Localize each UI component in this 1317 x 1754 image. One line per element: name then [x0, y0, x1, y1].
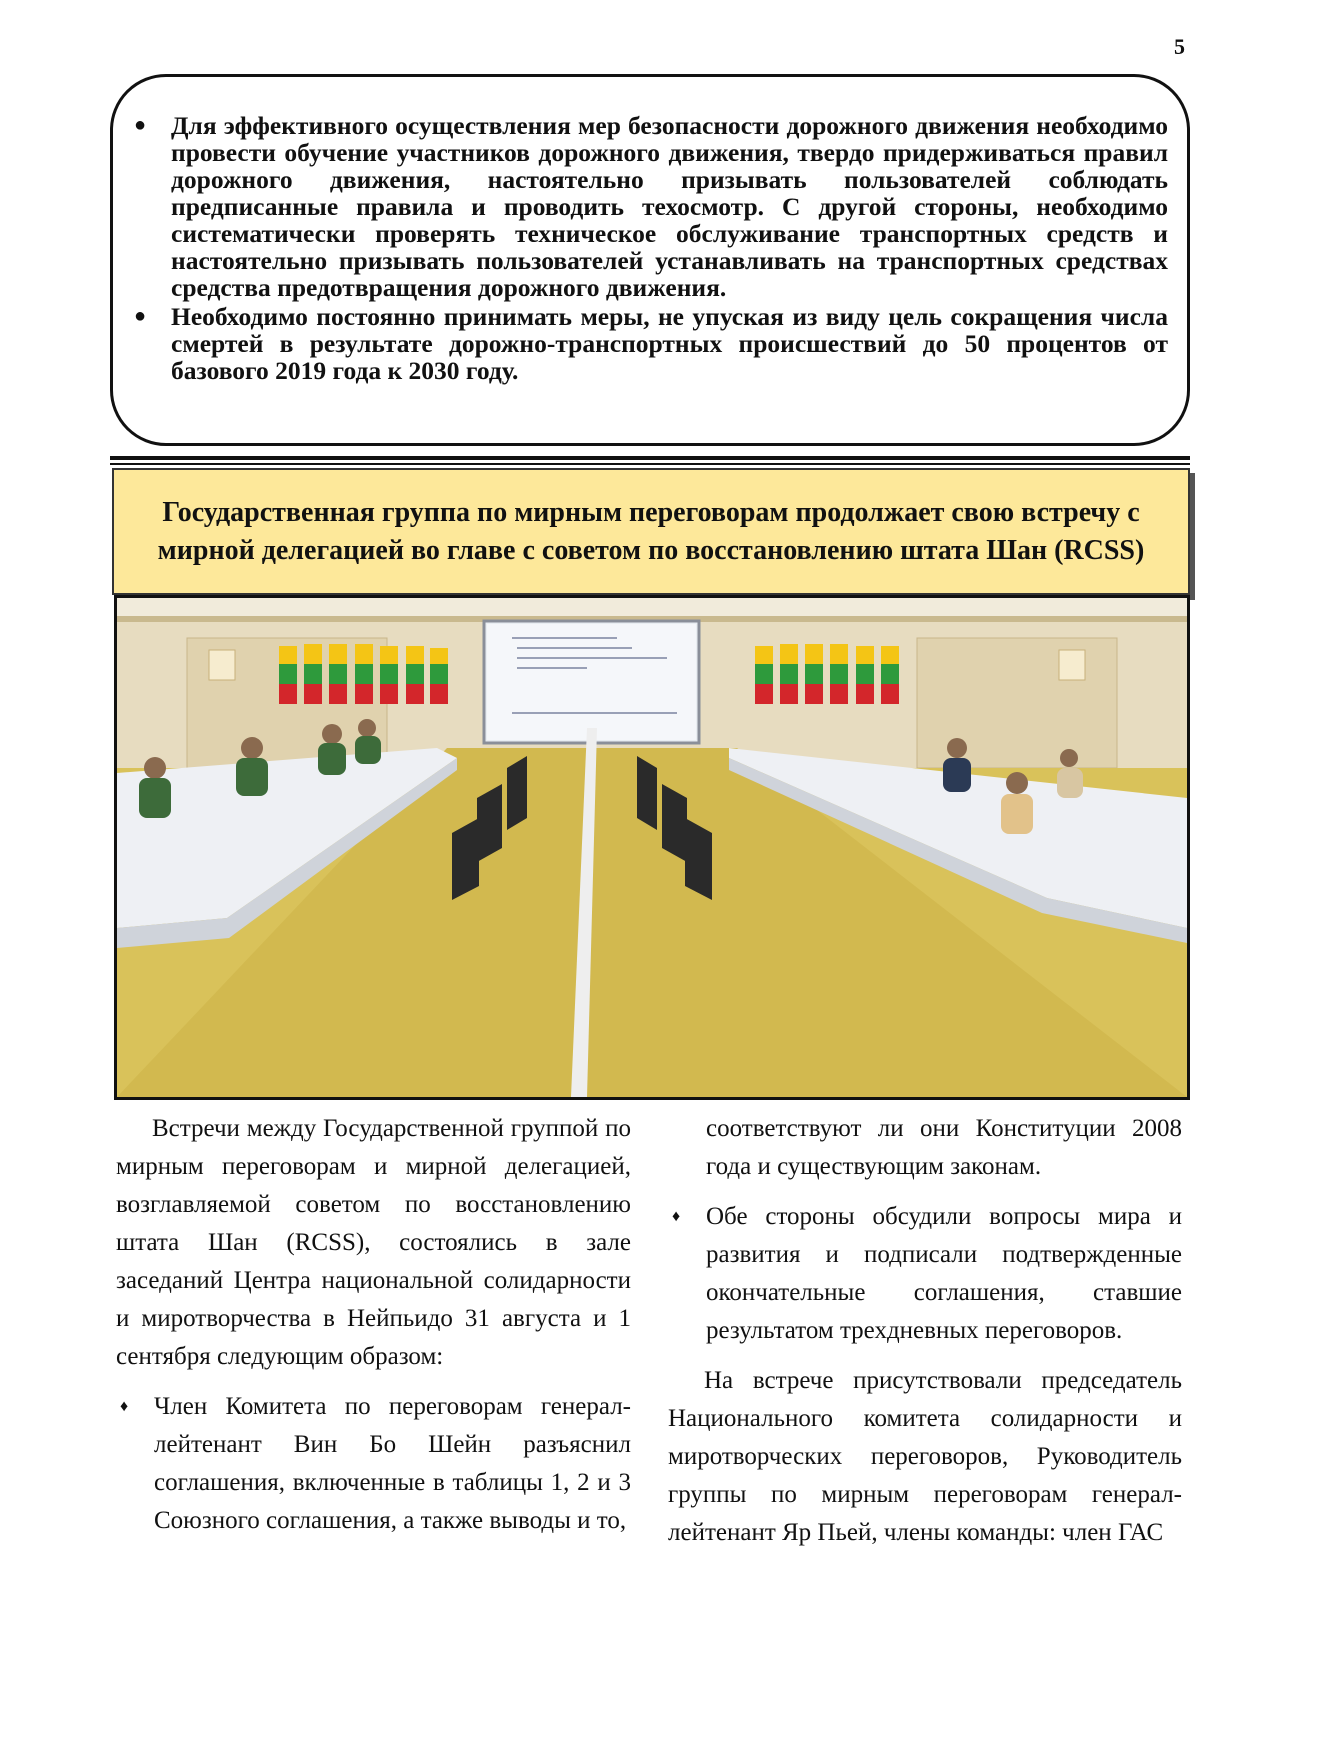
diamond-bullet-icon: ♦: [120, 1398, 129, 1415]
highlight-bullet-list: [128, 112, 1168, 386]
diamond-bullet-icon: ♦: [672, 1208, 681, 1225]
bullet-dot-icon: ●: [134, 114, 147, 136]
headline-box: [112, 468, 1190, 595]
highlight-bullet-item: [128, 303, 1168, 384]
article-bullet-text: Член Комитета по переговорам генерал-лейтенант Вин Бо Шейн разъяснил соглашения, включенные в таблицы 1, 2 и 3 Союзного соглашения, а также выводы и то,: [154, 1393, 631, 1534]
article-column-left: [116, 1110, 631, 1552]
article-attendees-paragraph: На встрече присутствовали председатель Национального комитета солидарности и миротворческих переговоров, Руководитель группы по мирным переговорам генерал-лейтенант Яр Пьей, члены команды: член ГАС: [668, 1367, 1182, 1546]
article-intro-paragraph: Встречи между Государственной группой по мирным переговорам и мирной делегацией, возглавляемой советом по восстановлению штата Шан (RCSS), состоялись в зале заседаний Центра национальной солидарности и миротворчества в Нейпьидо 31 августа и 1 сентября следующим образом:: [116, 1115, 631, 1370]
divider-thick: [110, 456, 1190, 460]
bullet-dot-icon: ●: [134, 305, 147, 327]
headline: Государственная группа по мирным переговорам продолжает свою встречу с мирной делегацией во главе с советом по восстановлению штата Шан (RCSS): [157, 496, 1145, 566]
article-bullet-item: [116, 1388, 631, 1540]
highlight-bullet-text: Для эффективного осуществления мер безопасности дорожного движения необходимо провести обучение участников дорожного движения, твердо придерживаться правил дорожного движения, настоятельно призывать пользователей соблюдать предписанные правила и проводить техосмотр. С другой стороны, необходимо систематически проверять техническое обслуживание транспортных средств и настоятельно призывать пользователей устанавливать на транспортных средствах средства предотвращения дорожного движения.: [171, 111, 1168, 302]
highlight-bullet-item: [128, 112, 1168, 301]
highlight-bullet-text: Необходимо постоянно принимать меры, не упуская из виду цель сокращения числа смертей в результате дорожно-транспортных происшествий до 50 процентов от базового 2019 года к 2030 году.: [171, 302, 1168, 385]
article-column-right: [668, 1110, 1182, 1552]
meeting-photo: [114, 595, 1190, 1100]
divider-thin: [110, 463, 1190, 465]
article-bullet-text: Обе стороны обсудили вопросы мира и развития и подписали подтвержденные окончательные соглашения, ставшие результатом трехдневных переговоров.: [706, 1203, 1182, 1344]
article-continuation: соответствуют ли они Конституции 2008 года и существующим законам.: [706, 1115, 1182, 1180]
article-bullet-item: [668, 1198, 1182, 1350]
page-number: 5: [1174, 34, 1185, 59]
